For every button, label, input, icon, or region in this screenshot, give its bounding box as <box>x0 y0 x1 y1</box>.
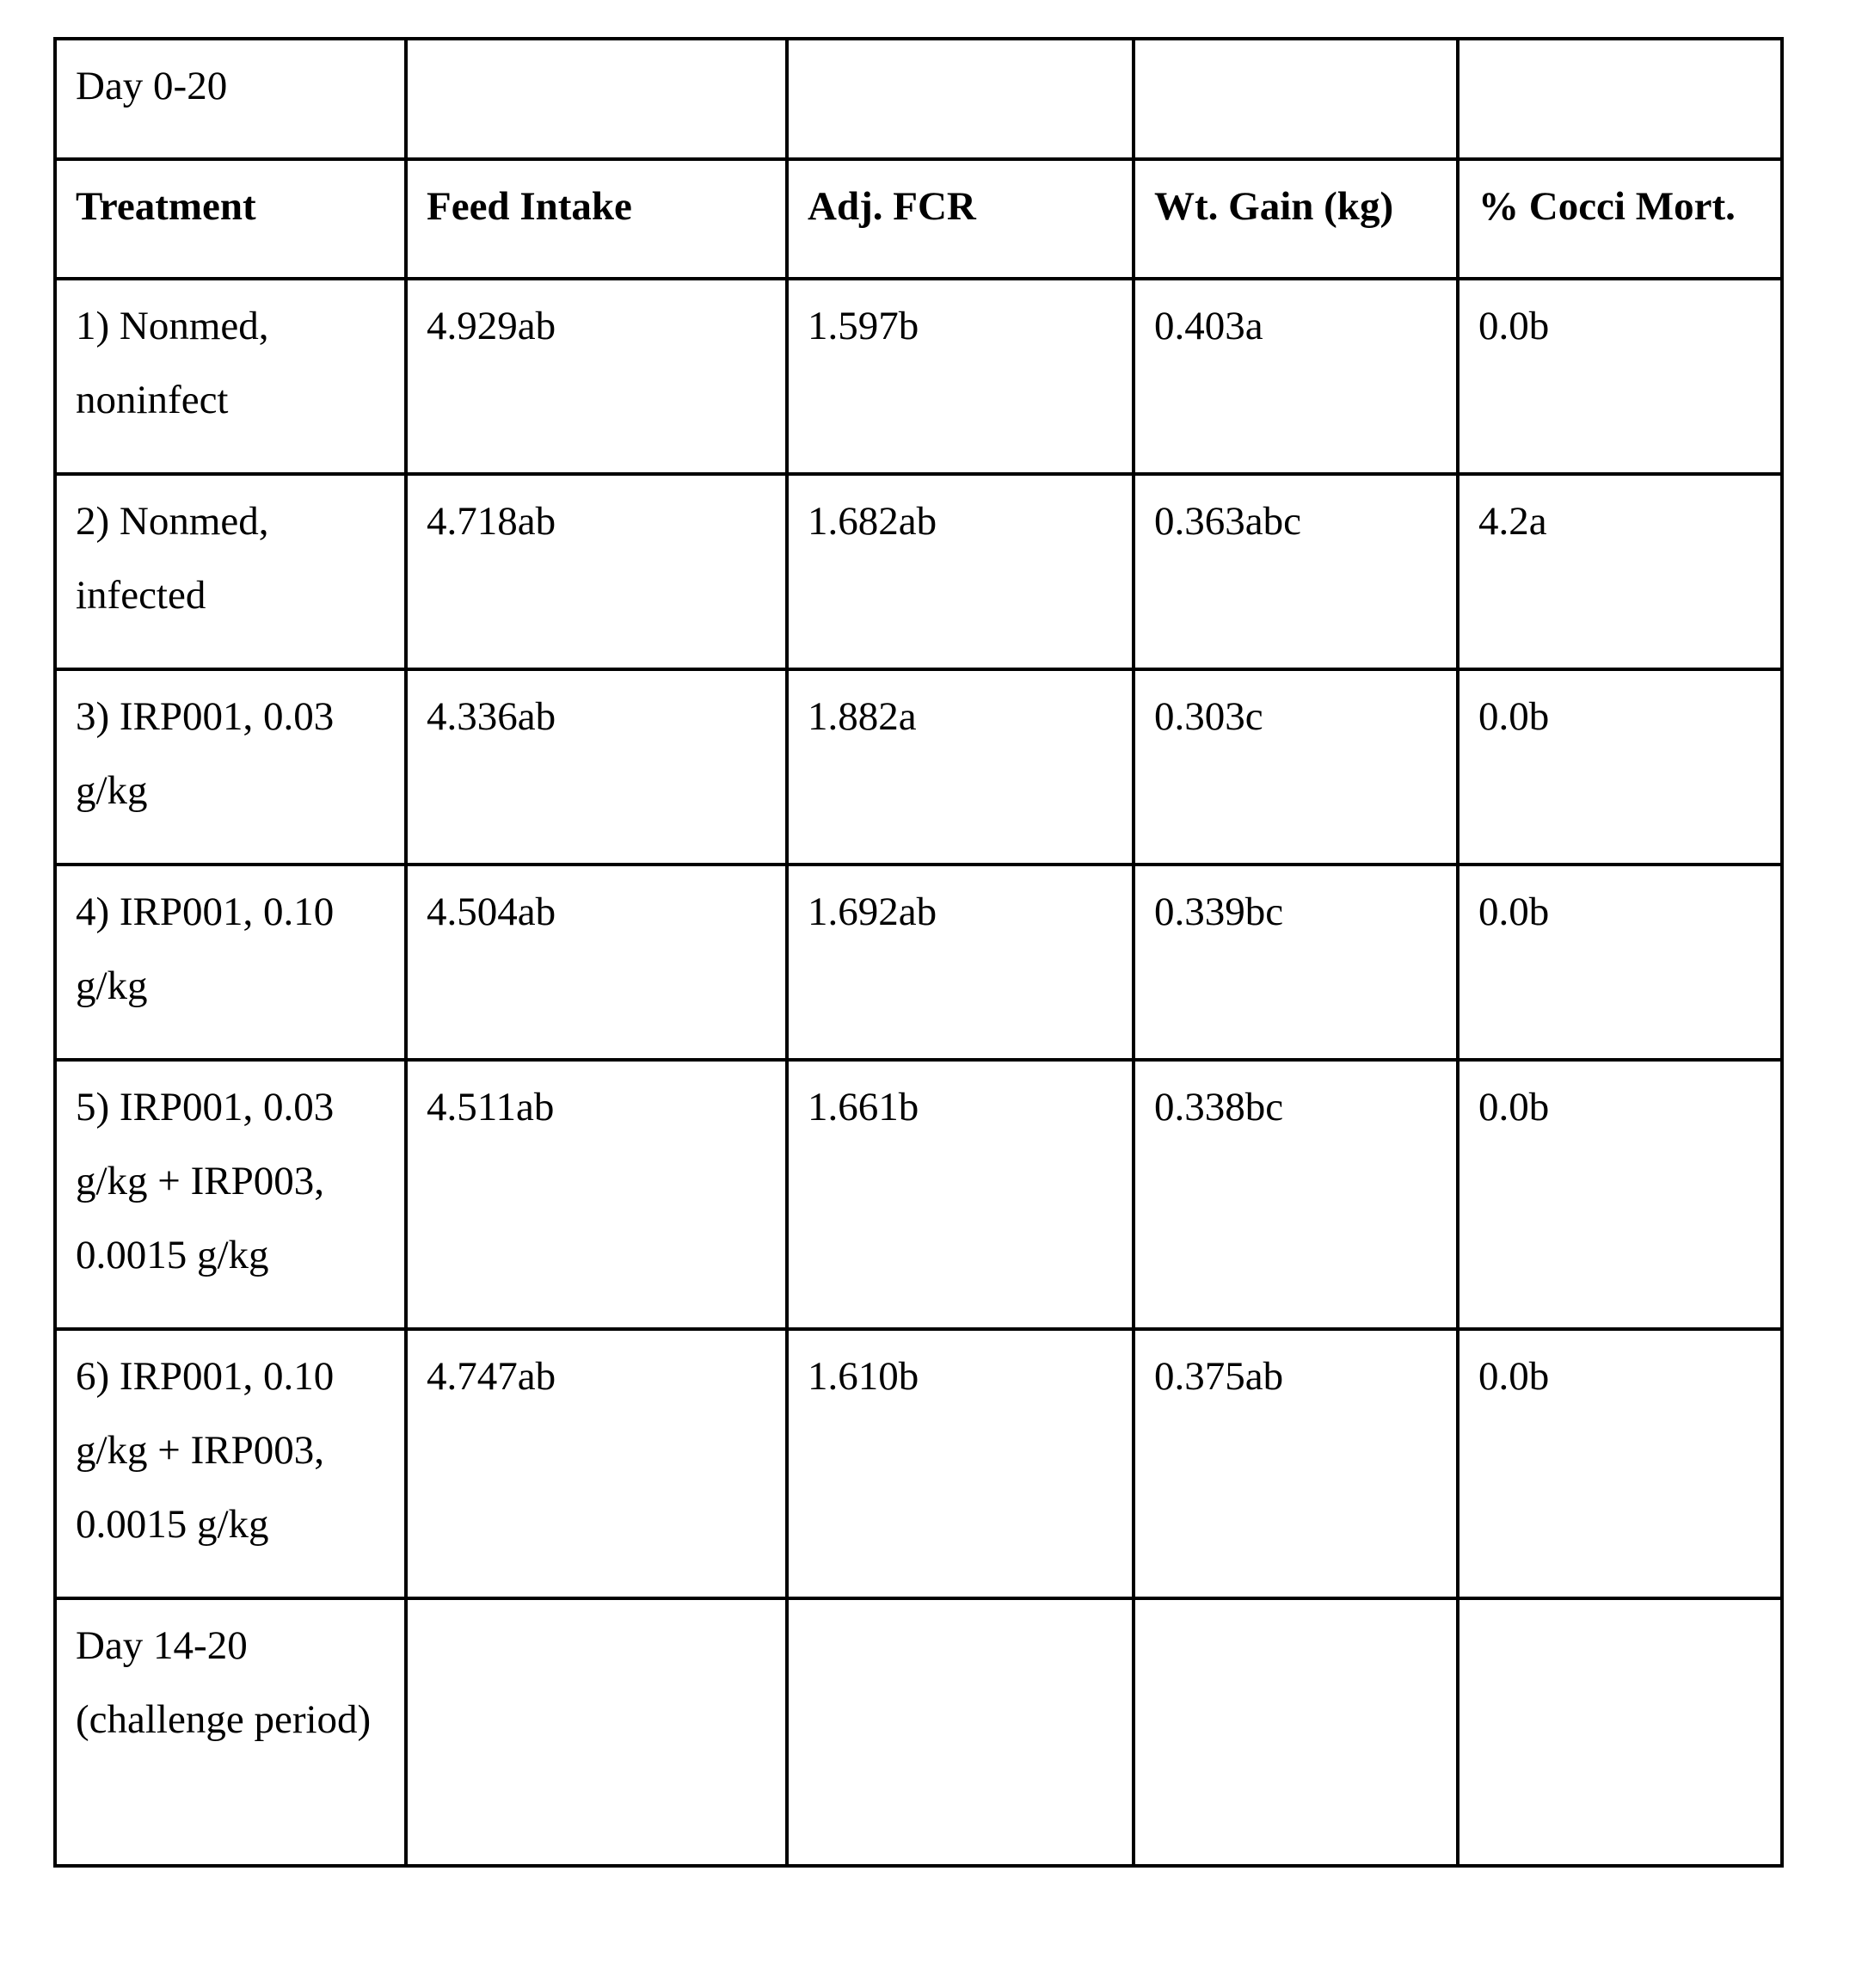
treatment-cell: 1) Nonmed, noninfect <box>55 279 406 474</box>
wt-gain-cell: 0.363abc <box>1134 474 1458 669</box>
feed-intake-cell: 4.336ab <box>406 669 787 865</box>
empty-cell <box>1134 39 1458 159</box>
cocci-mort-cell: 0.0b <box>1458 279 1782 474</box>
adj-fcr-cell: 1.661b <box>787 1060 1134 1329</box>
period-label: Day 14-20 (challenge period) <box>55 1598 406 1866</box>
empty-cell <box>787 1598 1134 1866</box>
adj-fcr-cell: 1.692ab <box>787 865 1134 1060</box>
treatment-cell: 6) IRP001, 0.10 g/kg + IRP003, 0.0015 g/kg <box>55 1329 406 1598</box>
adj-fcr-cell: 1.597b <box>787 279 1134 474</box>
period-label: Day 0-20 <box>55 39 406 159</box>
cocci-mort-cell: 0.0b <box>1458 1060 1782 1329</box>
period-row-day-14-20 <box>55 1598 1782 1866</box>
treatment-cell: 2) Nonmed, infected <box>55 474 406 669</box>
cocci-mort-cell: 0.0b <box>1458 865 1782 1060</box>
empty-cell <box>406 1598 787 1866</box>
wt-gain-cell: 0.375ab <box>1134 1329 1458 1598</box>
wt-gain-cell: 0.403a <box>1134 279 1458 474</box>
cocci-mort-cell: 0.0b <box>1458 1329 1782 1598</box>
header-row <box>55 159 1782 279</box>
feed-intake-cell: 4.504ab <box>406 865 787 1060</box>
header-cocci-mort: % Cocci Mort. <box>1458 159 1782 279</box>
empty-cell <box>1134 1598 1458 1866</box>
empty-cell <box>787 39 1134 159</box>
results-table <box>53 37 1784 1868</box>
table-row <box>55 1060 1782 1329</box>
table-row <box>55 279 1782 474</box>
adj-fcr-cell: 1.882a <box>787 669 1134 865</box>
table-row <box>55 474 1782 669</box>
adj-fcr-cell: 1.610b <box>787 1329 1134 1598</box>
treatment-cell: 3) IRP001, 0.03 g/kg <box>55 669 406 865</box>
feed-intake-cell: 4.929ab <box>406 279 787 474</box>
treatment-cell: 4) IRP001, 0.10 g/kg <box>55 865 406 1060</box>
feed-intake-cell: 4.511ab <box>406 1060 787 1329</box>
empty-cell <box>406 39 787 159</box>
feed-intake-cell: 4.747ab <box>406 1329 787 1598</box>
header-treatment: Treatment <box>55 159 406 279</box>
empty-cell <box>1458 39 1782 159</box>
header-wt-gain: Wt. Gain (kg) <box>1134 159 1458 279</box>
table-row <box>55 865 1782 1060</box>
table-row <box>55 1329 1782 1598</box>
treatment-cell: 5) IRP001, 0.03 g/kg + IRP003, 0.0015 g/kg <box>55 1060 406 1329</box>
header-feed-intake: Feed Intake <box>406 159 787 279</box>
adj-fcr-cell: 1.682ab <box>787 474 1134 669</box>
period-row-day-0-20 <box>55 39 1782 159</box>
wt-gain-cell: 0.338bc <box>1134 1060 1458 1329</box>
table-row <box>55 669 1782 865</box>
cocci-mort-cell: 4.2a <box>1458 474 1782 669</box>
wt-gain-cell: 0.303c <box>1134 669 1458 865</box>
feed-intake-cell: 4.718ab <box>406 474 787 669</box>
wt-gain-cell: 0.339bc <box>1134 865 1458 1060</box>
cocci-mort-cell: 0.0b <box>1458 669 1782 865</box>
header-adj-fcr: Adj. FCR <box>787 159 1134 279</box>
empty-cell <box>1458 1598 1782 1866</box>
